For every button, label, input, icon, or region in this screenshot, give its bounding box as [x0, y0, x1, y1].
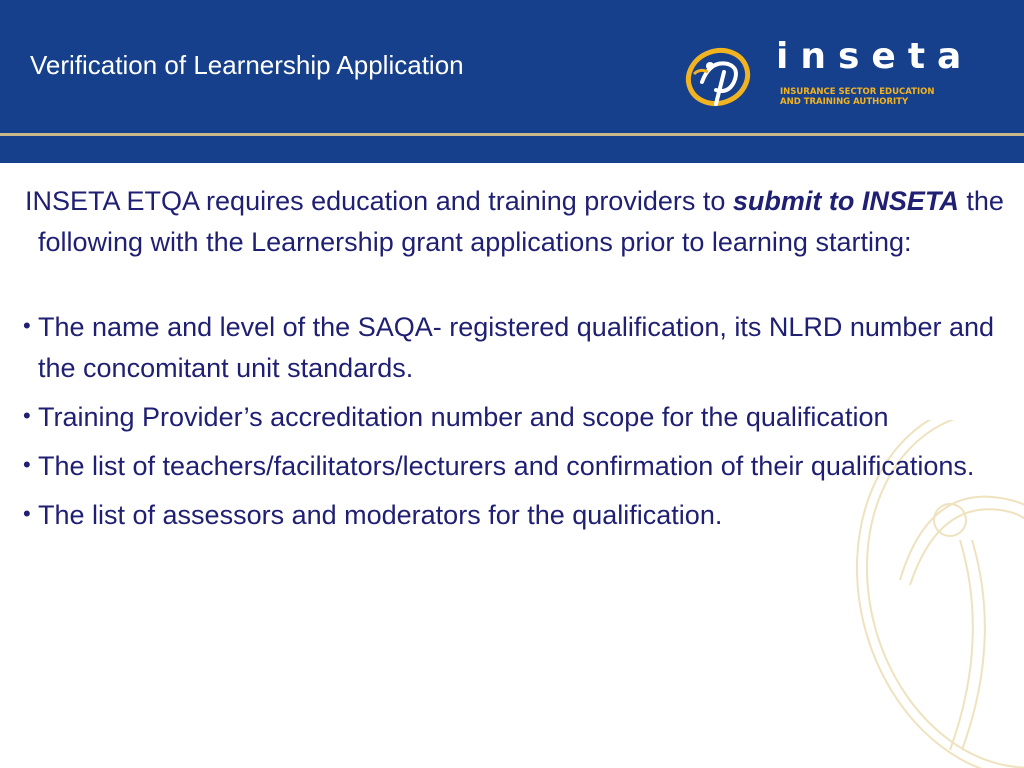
logo-subtitle: [780, 87, 934, 107]
list-item-text: Training Provider’s accreditation number and scope for the qualification: [38, 402, 889, 432]
bullet-icon: •: [23, 313, 31, 338]
list-item: [25, 495, 1010, 536]
intro-emphasis: submit to INSETA: [732, 186, 959, 216]
slide-title: Verification of Learnership Application: [30, 50, 464, 80]
list-item-text: The list of assessors and moderators for the qualification.: [38, 500, 723, 530]
header-divider: [0, 133, 1024, 136]
requirements-list: [25, 307, 1010, 536]
list-item: [25, 446, 1010, 487]
bullet-icon: •: [23, 501, 31, 526]
list-item-text: The name and level of the SAQA- registered qualification, its NLRD number and the concomitant unit standards.: [38, 312, 994, 383]
logo-subtitle-line1: INSURANCE SECTOR EDUCATION: [780, 87, 935, 97]
intro-text-start: INSETA ETQA requires education and training providers to: [25, 186, 733, 216]
inseta-emblem-icon: [680, 42, 760, 112]
list-item: [25, 307, 1010, 389]
intro-text-end: the following with the Learnership grant applications prior to learning starting:: [38, 186, 1004, 257]
logo-subtitle-line2: AND TRAINING AUTHORITY: [780, 97, 909, 107]
list-item-text: The list of teachers/facilitators/lecturers and confirmation of their qualifications.: [38, 451, 975, 481]
logo-wordmark: inseta: [776, 36, 974, 77]
slide-header: [0, 0, 1024, 163]
bullet-icon: •: [23, 452, 31, 477]
bullet-icon: •: [23, 403, 31, 428]
inseta-logo: [680, 36, 974, 112]
intro-paragraph: [25, 181, 1010, 263]
slide-body: [25, 181, 1010, 544]
list-item: [25, 397, 1010, 438]
